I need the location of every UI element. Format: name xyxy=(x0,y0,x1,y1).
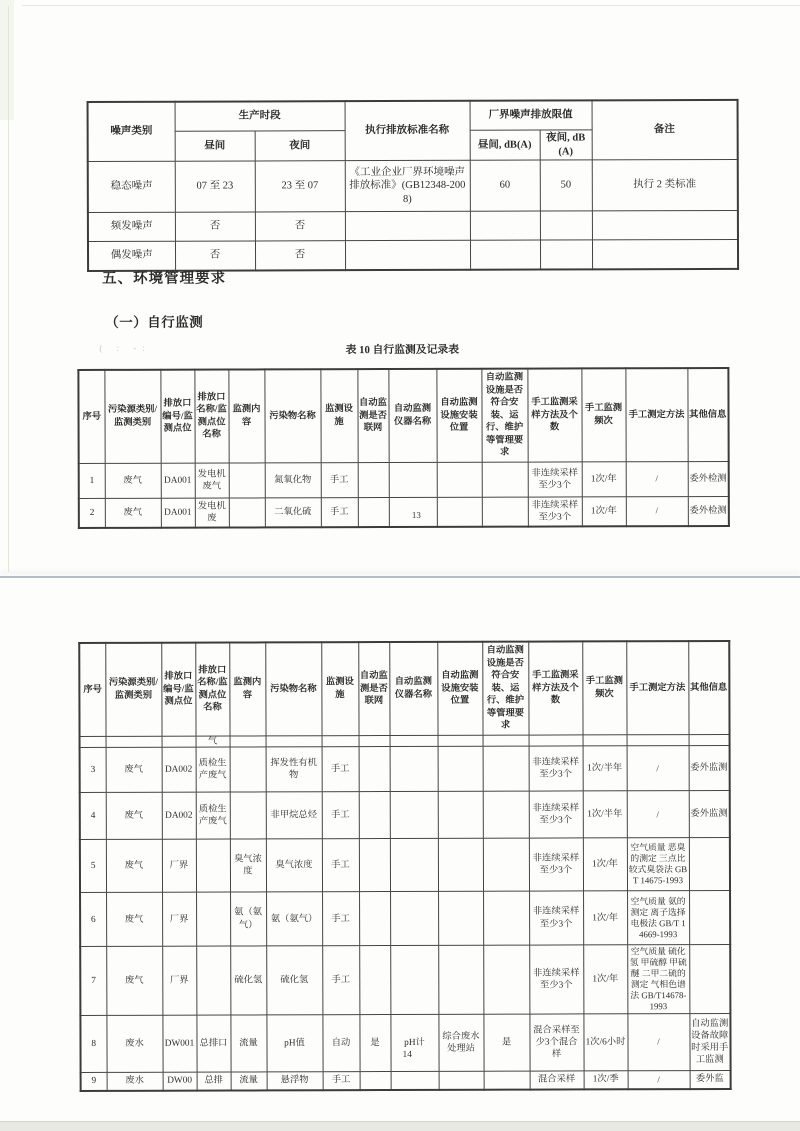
column-header: 监测设施 xyxy=(321,642,358,735)
table-cell: 气 xyxy=(196,736,230,747)
table-cell: 硫化氢 xyxy=(230,946,266,1015)
table-cell: 8 xyxy=(80,1015,106,1072)
table-cell: DA001 xyxy=(161,498,195,528)
table-cell xyxy=(689,945,730,1014)
table-cell: 1次/年 xyxy=(583,945,627,1014)
table-cell: 1次/年 xyxy=(583,838,627,891)
self-monitoring-table-page1 xyxy=(77,367,729,529)
table-cell: 非甲烷总烃 xyxy=(266,792,322,839)
table-cell: 空气质量 硫化氢 甲硫醇 甲硫醚 二甲二硫的测定 气相色谱法 GB/T14678-1993 xyxy=(627,945,689,1014)
self-monitoring-table-page2 xyxy=(78,640,731,1092)
table-cell xyxy=(359,946,390,1015)
table-row xyxy=(81,1070,731,1091)
table-cell xyxy=(438,735,483,746)
table-cell xyxy=(106,736,162,747)
table-cell: 非连续采样至少3个 xyxy=(529,838,583,891)
column-header: 污染物名称 xyxy=(264,369,320,463)
table-cell: 总排 xyxy=(197,1072,231,1091)
table-cell xyxy=(266,736,322,747)
header-row xyxy=(79,641,729,736)
table-cell xyxy=(540,240,592,270)
table-cell: 混合采样至少3个混合样 xyxy=(529,1014,583,1071)
page-number: 13 xyxy=(411,509,421,520)
table-cell xyxy=(322,735,359,746)
table-cell: pH计 xyxy=(390,1014,438,1071)
column-header: 昼间, dB(A) xyxy=(470,130,540,161)
table-cell: DA001 xyxy=(161,463,195,498)
column-header: 自动监测是否联网 xyxy=(357,369,388,462)
table-cell xyxy=(483,735,529,746)
table-cell: 流量 xyxy=(231,1072,267,1091)
table-cell xyxy=(540,211,592,240)
table-cell: 委外检测 xyxy=(688,461,729,496)
table-row xyxy=(88,160,738,213)
table-cell: 废气 xyxy=(106,792,162,839)
table-cell xyxy=(470,211,540,240)
column-header: 其他信息 xyxy=(688,641,729,734)
table-row xyxy=(80,746,730,793)
column-header: 噪声类别 xyxy=(88,102,175,162)
column-header: 自动监测设施是否符合安装、运行、维护等管理要求 xyxy=(481,369,527,462)
table-cell: 手工 xyxy=(322,892,359,946)
table-cell xyxy=(484,1071,530,1090)
table-cell xyxy=(359,792,390,839)
table-cell: 50 xyxy=(540,160,592,211)
table-cell: 《工业企业厂界环境噪声排放标准》(GB12348-2008) xyxy=(345,161,470,212)
table-cell: DW00 xyxy=(163,1072,197,1091)
table-cell: 9 xyxy=(81,1072,107,1091)
table-cell: 非连续采样至少3个 xyxy=(528,462,582,497)
table-cell: 废水 xyxy=(107,1072,163,1091)
table-cell xyxy=(391,1071,439,1090)
table-cell: / xyxy=(628,1071,690,1090)
table-cell xyxy=(483,791,529,838)
table-cell: 氮氧化物 xyxy=(265,463,321,498)
table-cell xyxy=(359,735,390,746)
table-cell: / xyxy=(626,496,688,526)
table-cell: 废气 xyxy=(106,946,162,1015)
table-cell: 7 xyxy=(80,946,106,1015)
table-cell xyxy=(359,892,390,946)
table-row xyxy=(80,891,730,947)
column-header: 污染源类别/监测类别 xyxy=(105,643,161,737)
table-cell xyxy=(359,747,390,792)
table-cell xyxy=(229,463,265,498)
table-cell xyxy=(360,1071,391,1090)
table-cell: 否 xyxy=(255,241,345,271)
table-cell xyxy=(592,211,738,240)
table-cell: 1次/年 xyxy=(582,462,626,497)
table-cell: 废气 xyxy=(105,498,161,528)
table-cell xyxy=(689,891,730,945)
table-cell xyxy=(358,462,389,497)
table-cell xyxy=(390,838,438,891)
table-cell: 废水 xyxy=(106,1015,162,1072)
column-header: 生产时段 xyxy=(175,101,345,131)
table-cell xyxy=(162,736,196,747)
table-cell xyxy=(390,735,438,746)
column-header: 夜间 xyxy=(255,131,345,162)
table-cell xyxy=(230,792,266,839)
table-cell xyxy=(196,892,230,946)
table-cell: 厂界 xyxy=(162,839,196,892)
header-row xyxy=(78,368,728,463)
page-bottom-shadow xyxy=(0,1121,800,1131)
table-cell: 废气 xyxy=(106,839,162,892)
table-cell: DA002 xyxy=(162,747,196,792)
column-header: 手工监测采样方法及个数 xyxy=(527,368,581,461)
table-cell: 非连续采样至少3个 xyxy=(529,891,583,945)
table-cell xyxy=(390,891,438,945)
column-header: 手工测定方法 xyxy=(626,641,688,735)
table-cell: 手工 xyxy=(322,792,359,839)
table-cell: 总排口 xyxy=(196,1015,230,1072)
column-header: 自动监测设施安装位置 xyxy=(436,369,481,462)
table-cell: / xyxy=(627,791,689,838)
column-header: 手工监测采样方法及个数 xyxy=(528,641,582,734)
column-header: 夜间, dB(A) xyxy=(540,130,592,160)
page-number: 14 xyxy=(402,1049,413,1060)
table-cell: 非连续采样至少3个 xyxy=(528,497,582,527)
table-cell xyxy=(483,945,529,1014)
table-row xyxy=(80,791,730,840)
table-cell xyxy=(230,747,266,792)
table-cell: 4 xyxy=(80,792,106,839)
table-cell: 6 xyxy=(80,892,106,946)
table-cell: 5 xyxy=(80,839,106,892)
column-header: 厂界噪声排放限值 xyxy=(470,100,592,130)
table-cell xyxy=(438,838,483,891)
column-header: 自动监测是否联网 xyxy=(358,642,389,735)
column-header: 监测内容 xyxy=(228,369,264,462)
table-cell: 07 至 23 xyxy=(175,161,255,212)
table-cell: 废气 xyxy=(106,747,162,792)
table-cell xyxy=(196,839,230,892)
column-header: 执行排放标准名称 xyxy=(345,101,470,161)
column-header: 监测内容 xyxy=(229,642,265,735)
table-cell: 非连续采样至少3个 xyxy=(529,791,583,838)
table-cell: 执行 2 类标准 xyxy=(592,160,738,211)
table-cell xyxy=(689,734,730,745)
table-cell xyxy=(438,891,483,945)
table-cell: 手工 xyxy=(323,1072,360,1091)
table-cell: 手工 xyxy=(322,946,359,1015)
column-header: 排放口编号/监测点位 xyxy=(161,643,195,736)
table-cell: 3 xyxy=(80,747,106,792)
table-cell xyxy=(345,241,470,271)
table-cell: 手工 xyxy=(321,462,358,497)
table-cell xyxy=(483,746,529,791)
table-cell: 是 xyxy=(483,1014,529,1071)
table-cell xyxy=(80,736,106,747)
table-cell: 质检生产废气 xyxy=(196,747,230,792)
column-header: 手工测定方法 xyxy=(625,368,687,462)
column-header: 序号 xyxy=(79,643,105,736)
column-header: 备注 xyxy=(592,100,738,160)
table-cell: 1次/6小时 xyxy=(583,1014,627,1071)
table-cell: 稳态噪声 xyxy=(88,161,175,212)
table-row xyxy=(79,461,729,498)
column-header: 污染物名称 xyxy=(265,642,321,736)
column-header: 自动监测仪器名称 xyxy=(388,369,436,462)
table-cell: 2 xyxy=(79,498,105,528)
table-cell: 否 xyxy=(255,212,345,241)
noise-standards-table xyxy=(87,99,740,272)
table-cell: 硫化氢 xyxy=(266,946,322,1015)
table-cell: 混合采样 xyxy=(530,1071,584,1090)
table-cell: 1次/年 xyxy=(583,891,627,945)
column-header: 序号 xyxy=(78,370,104,463)
table-cell: 是 xyxy=(359,1014,390,1071)
table-cell xyxy=(689,838,730,891)
table-cell: 空气质量 恶臭的测定 三点比较式臭袋法 GB T 14675-1993 xyxy=(627,838,689,891)
table-row xyxy=(80,838,730,893)
table-cell xyxy=(438,945,483,1014)
table-cell: 废气 xyxy=(105,463,161,498)
table-caption: 表 10 自行监测及记录表 xyxy=(345,343,460,357)
table-cell xyxy=(229,498,265,528)
table-cell: 60 xyxy=(470,160,540,211)
table-row xyxy=(88,211,738,242)
table-cell xyxy=(482,497,528,527)
table-cell: 委外监测 xyxy=(689,746,730,791)
table-cell: DW001 xyxy=(162,1015,196,1072)
table-cell: 挥发性有机物 xyxy=(266,747,322,792)
table-cell: / xyxy=(626,461,688,496)
column-header: 排放口编号/监测点位 xyxy=(160,370,194,463)
column-header: 排放口名称/监测点位名称 xyxy=(194,370,228,463)
table-cell: / xyxy=(627,1014,689,1071)
table-cell xyxy=(437,462,482,497)
table-cell: 二氧化硫 xyxy=(265,498,321,528)
table-row xyxy=(80,945,730,1016)
table-cell: 委外监测 xyxy=(689,791,730,838)
table-cell: 手工 xyxy=(322,747,359,792)
table-cell: 发电机废 xyxy=(195,498,229,528)
table-cell: 厂界 xyxy=(162,946,196,1015)
table-cell: 1次/季 xyxy=(584,1071,628,1090)
table-cell: 臭气浓度 xyxy=(230,839,266,892)
column-header: 手工监测频次 xyxy=(582,641,626,734)
table-cell: 非连续采样至少3个 xyxy=(529,746,583,791)
table-cell: 委外监 xyxy=(690,1070,731,1089)
column-header: 自动监测设施安装位置 xyxy=(437,642,482,735)
table-cell: 23 至 07 xyxy=(255,161,345,212)
table-cell: / xyxy=(627,746,689,791)
table-cell: 悬浮物 xyxy=(267,1072,323,1091)
table-cell xyxy=(359,839,390,892)
header-row xyxy=(88,100,738,132)
table-cell: 发电机废气 xyxy=(195,463,229,498)
table-cell: 氨（氨气） xyxy=(266,892,322,946)
table-row xyxy=(80,1013,730,1072)
table-cell: 空气质量 氨的测定 离子选择电极法 GB/T 14669-1993 xyxy=(627,891,689,945)
section-heading: 五、环境管理要求 xyxy=(102,270,227,287)
table-cell xyxy=(390,791,438,838)
table-cell: 否 xyxy=(175,241,255,271)
column-header: 污染源类别/监测类别 xyxy=(104,370,160,464)
column-header: 排放口名称/监测点位名称 xyxy=(195,643,229,736)
column-header: 监测设施 xyxy=(320,369,357,462)
table-cell: 1 xyxy=(79,463,105,498)
table-cell xyxy=(592,240,738,270)
pencil-smudge: ( : -: xyxy=(99,342,151,353)
table-cell xyxy=(389,462,437,497)
table-cell: 臭气浓度 xyxy=(266,839,322,892)
table-cell: 频发噪声 xyxy=(88,212,175,241)
table-cell: 氨（氨气） xyxy=(230,892,266,946)
table-cell xyxy=(437,497,482,527)
table-cell xyxy=(358,497,389,527)
table-cell: 偶发噪声 xyxy=(88,241,175,271)
column-header: 其他信息 xyxy=(687,368,728,461)
table-row xyxy=(79,496,729,528)
table-cell xyxy=(483,838,529,891)
table-cell xyxy=(390,746,438,791)
column-header: 自动监测设施是否符合安装、运行、维护等管理要求 xyxy=(482,642,528,735)
table-cell xyxy=(627,734,689,745)
column-header: 手工监测频次 xyxy=(581,368,625,461)
table-cell: pH值 xyxy=(266,1015,322,1072)
table-cell: 非连续采样至少3个 xyxy=(529,945,583,1014)
table-cell xyxy=(439,1071,484,1090)
table-cell: 厂界 xyxy=(162,892,196,946)
table-cell: 手工 xyxy=(322,839,359,892)
table-cell xyxy=(470,240,540,270)
table-cell: 废气 xyxy=(106,892,162,946)
table-cell xyxy=(438,791,483,838)
table-cell xyxy=(438,746,483,791)
table-cell xyxy=(345,212,470,241)
table-cell xyxy=(196,946,230,1015)
table-cell xyxy=(482,462,528,497)
table-cell: 自动监测设备故障时采用手工监测 xyxy=(689,1013,730,1070)
table-cell: 1次/半年 xyxy=(583,746,627,791)
column-header: 昼间 xyxy=(175,131,255,162)
table-cell xyxy=(583,735,627,746)
table-cell: 委外检测 xyxy=(688,496,729,526)
table-cell: 自动 xyxy=(322,1015,359,1072)
table-cell xyxy=(529,735,583,746)
table-cell: 1次/半年 xyxy=(583,791,627,838)
table-cell: 综合废水处理站 xyxy=(438,1014,483,1071)
table-cell xyxy=(483,891,529,945)
page-divider xyxy=(0,576,800,578)
table-cell: 否 xyxy=(175,212,255,241)
table-cell: 1次/年 xyxy=(582,497,626,527)
table-cell: 手工 xyxy=(321,497,358,527)
subsection-heading: （一）自行监测 xyxy=(105,314,204,330)
table-cell: 流量 xyxy=(230,1015,266,1072)
table-cell: 质检生产废气 xyxy=(196,792,230,839)
column-header: 自动监测仪器名称 xyxy=(389,642,437,735)
table-cell xyxy=(230,736,266,747)
table-cell: DA002 xyxy=(162,792,196,839)
table-cell xyxy=(390,945,438,1014)
